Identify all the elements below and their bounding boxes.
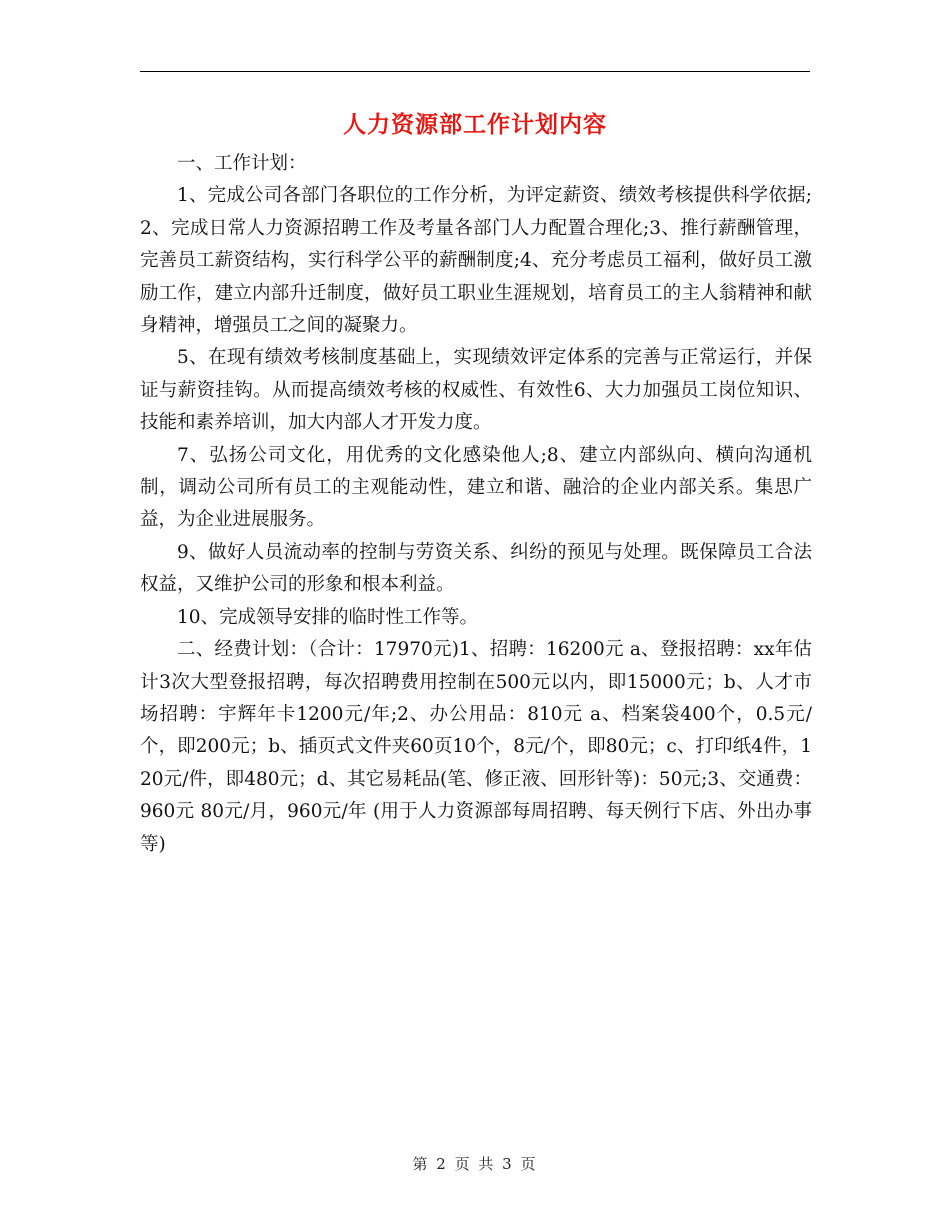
paragraph: 7、弘扬公司文化，用优秀的文化感染他人;8、建立内部纵向、横向沟通机制，调动公司所有员工的主观能动性，建立和谐、融洽的企业内部关系。集思广益，为企业进展服务。: [140, 444, 812, 531]
paragraph: 10、完成领导安排的临时性工作等。: [177, 606, 479, 628]
paragraph-budget-plan: 二、经费计划：（合计：17970元)1、招聘：16200元 a、登报招聘：xx年估计3次大型登报招聘，每次招聘费用控制在500元以内，即15000元；b、人才市场招聘：宇辉年卡1200元/年;2、办公用品：810元 a、档案袋400个，0.5元/个，即200元；b、插页式文件夹60页10个，8元/个，即80元；c、打印纸4件，120元/件，即480元；d、其它易耗品(笔、修正液、回形针等)：50元;3、交通费：960元 80元/月，960元/年 (用于人力资源部每周招聘、每天例行下店、外出办事等): [140, 639, 812, 855]
document-body: [140, 148, 812, 861]
paragraph: 1、完成公司各部门各职位的工作分析，为评定薪资、绩效考核提供科学依据;2、完成日常人力资源招聘工作及考量各部门人力配置合理化;3、推行薪酬管理，完善员工薪资结构，实行科学公平的薪酬制度;4、充分考虑员工福利，做好员工激励工作，建立内部升迁制度，做好员工职业生涯规划，培育员工的主人翁精神和献身精神，增强员工之间的凝聚力。: [140, 185, 812, 337]
paragraph: 5、在现有绩效考核制度基础上，实现绩效评定体系的完善与正常运行，并保证与薪资挂钩。从而提高绩效考核的权威性、有效性6、大力加强员工岗位知识、技能和素养培训，加大内部人才开发力度。: [140, 347, 812, 434]
section-heading-work-plan: 一、工作计划：: [177, 153, 307, 174]
page-title: 人力资源部工作计划内容: [343, 111, 607, 138]
header-rule: [140, 71, 810, 72]
paragraph: 9、做好人员流动率的控制与劳资关系、纠纷的预见与处理。既保障员工合法权益，又维护公司的形象和根本利益。: [140, 541, 812, 596]
page-number-footer: 第 2 页 共 3 页: [412, 1155, 538, 1173]
